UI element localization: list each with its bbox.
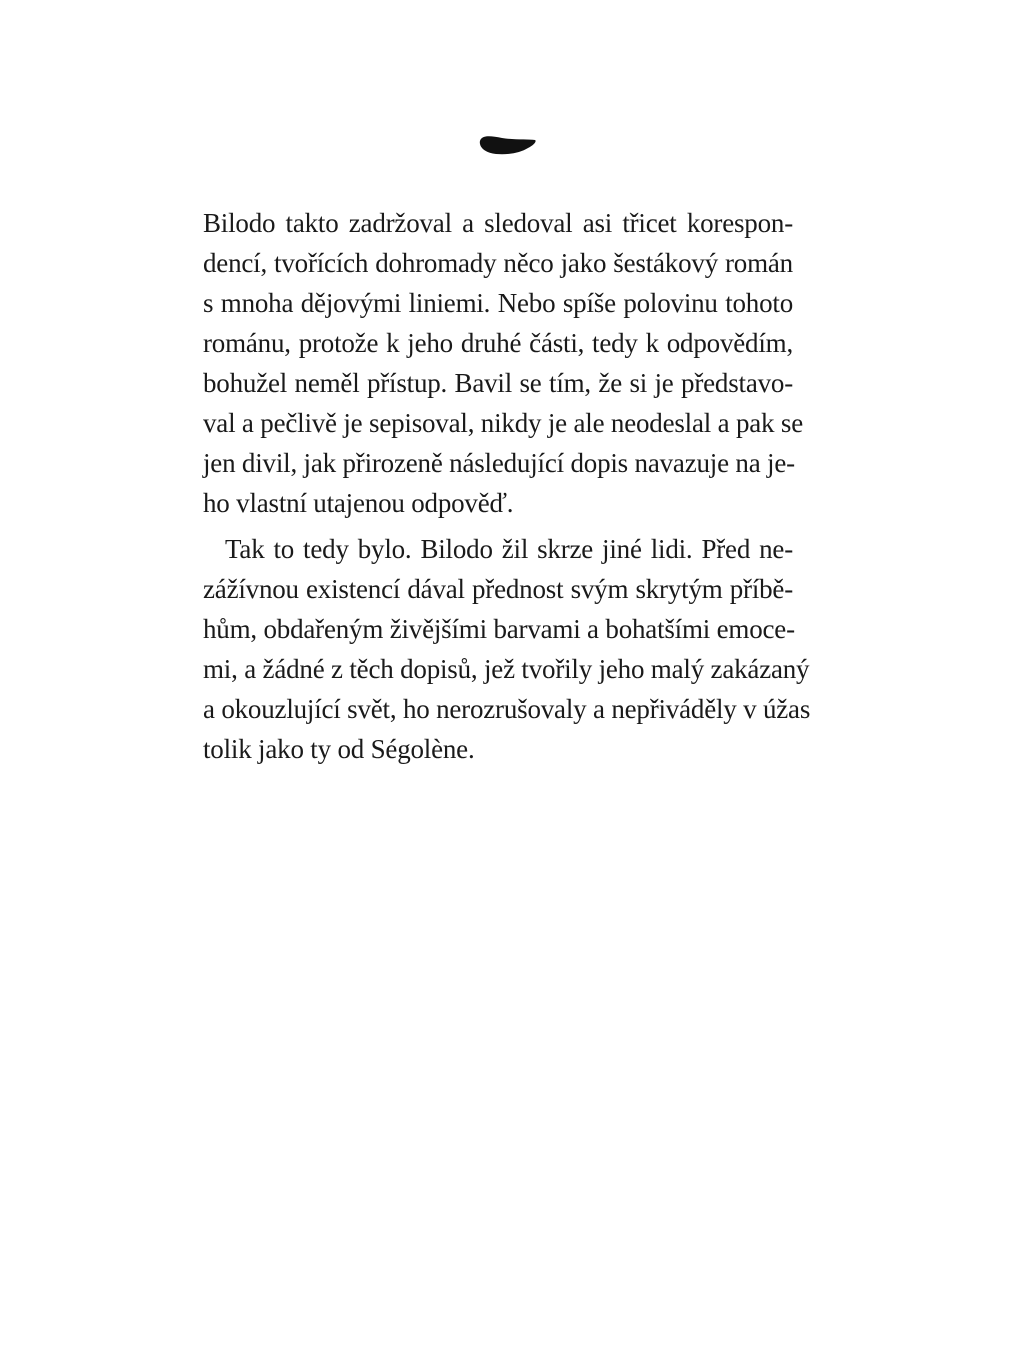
text-line: Tak to tedy bylo. Bilodo žil skrze jiné lidi. Před ne-: [225, 534, 793, 564]
text-line: jen divil, jak přirozeně následující dopis navazuje na je-: [203, 448, 795, 478]
text-line: a okouzlující svět, ho nerozrušovaly a nepřiváděly v úžas: [203, 694, 811, 724]
text-line: bohužel neměl přístup. Bavil se tím, že si je představo-: [203, 368, 793, 398]
text-line: Bilodo takto zadržoval a sledoval asi třicet korespon-: [203, 208, 793, 238]
text-line: dencí, tvořících dohromady něco jako šestákový román: [203, 248, 793, 278]
text-line: ho vlastní utajenou odpověď.: [203, 488, 514, 518]
text-line: mi, a žádné z těch dopisů, jež tvořily jeho malý zakázaný: [203, 654, 810, 684]
body-text: [203, 203, 811, 769]
text-line: val a pečlivě je sepisoval, nikdy je ale neodeslal a pak se: [203, 408, 803, 438]
paragraph-2: [203, 529, 811, 769]
ink-brush-stroke-icon: [478, 130, 538, 160]
text-line: zážívnou existencí dával přednost svým skrytým příbě-: [203, 574, 793, 604]
paragraph-1: [203, 203, 803, 523]
text-line: s mnoha dějovými liniemi. Nebo spíše polovinu tohoto: [203, 288, 793, 318]
text-line: románu, protože k jeho druhé části, tedy k odpovědím,: [203, 328, 793, 358]
text-line: tolik jako ty od Ségolène.: [203, 734, 475, 764]
text-line: hům, obdařeným živějšími barvami a bohatšími emoce-: [203, 614, 795, 644]
